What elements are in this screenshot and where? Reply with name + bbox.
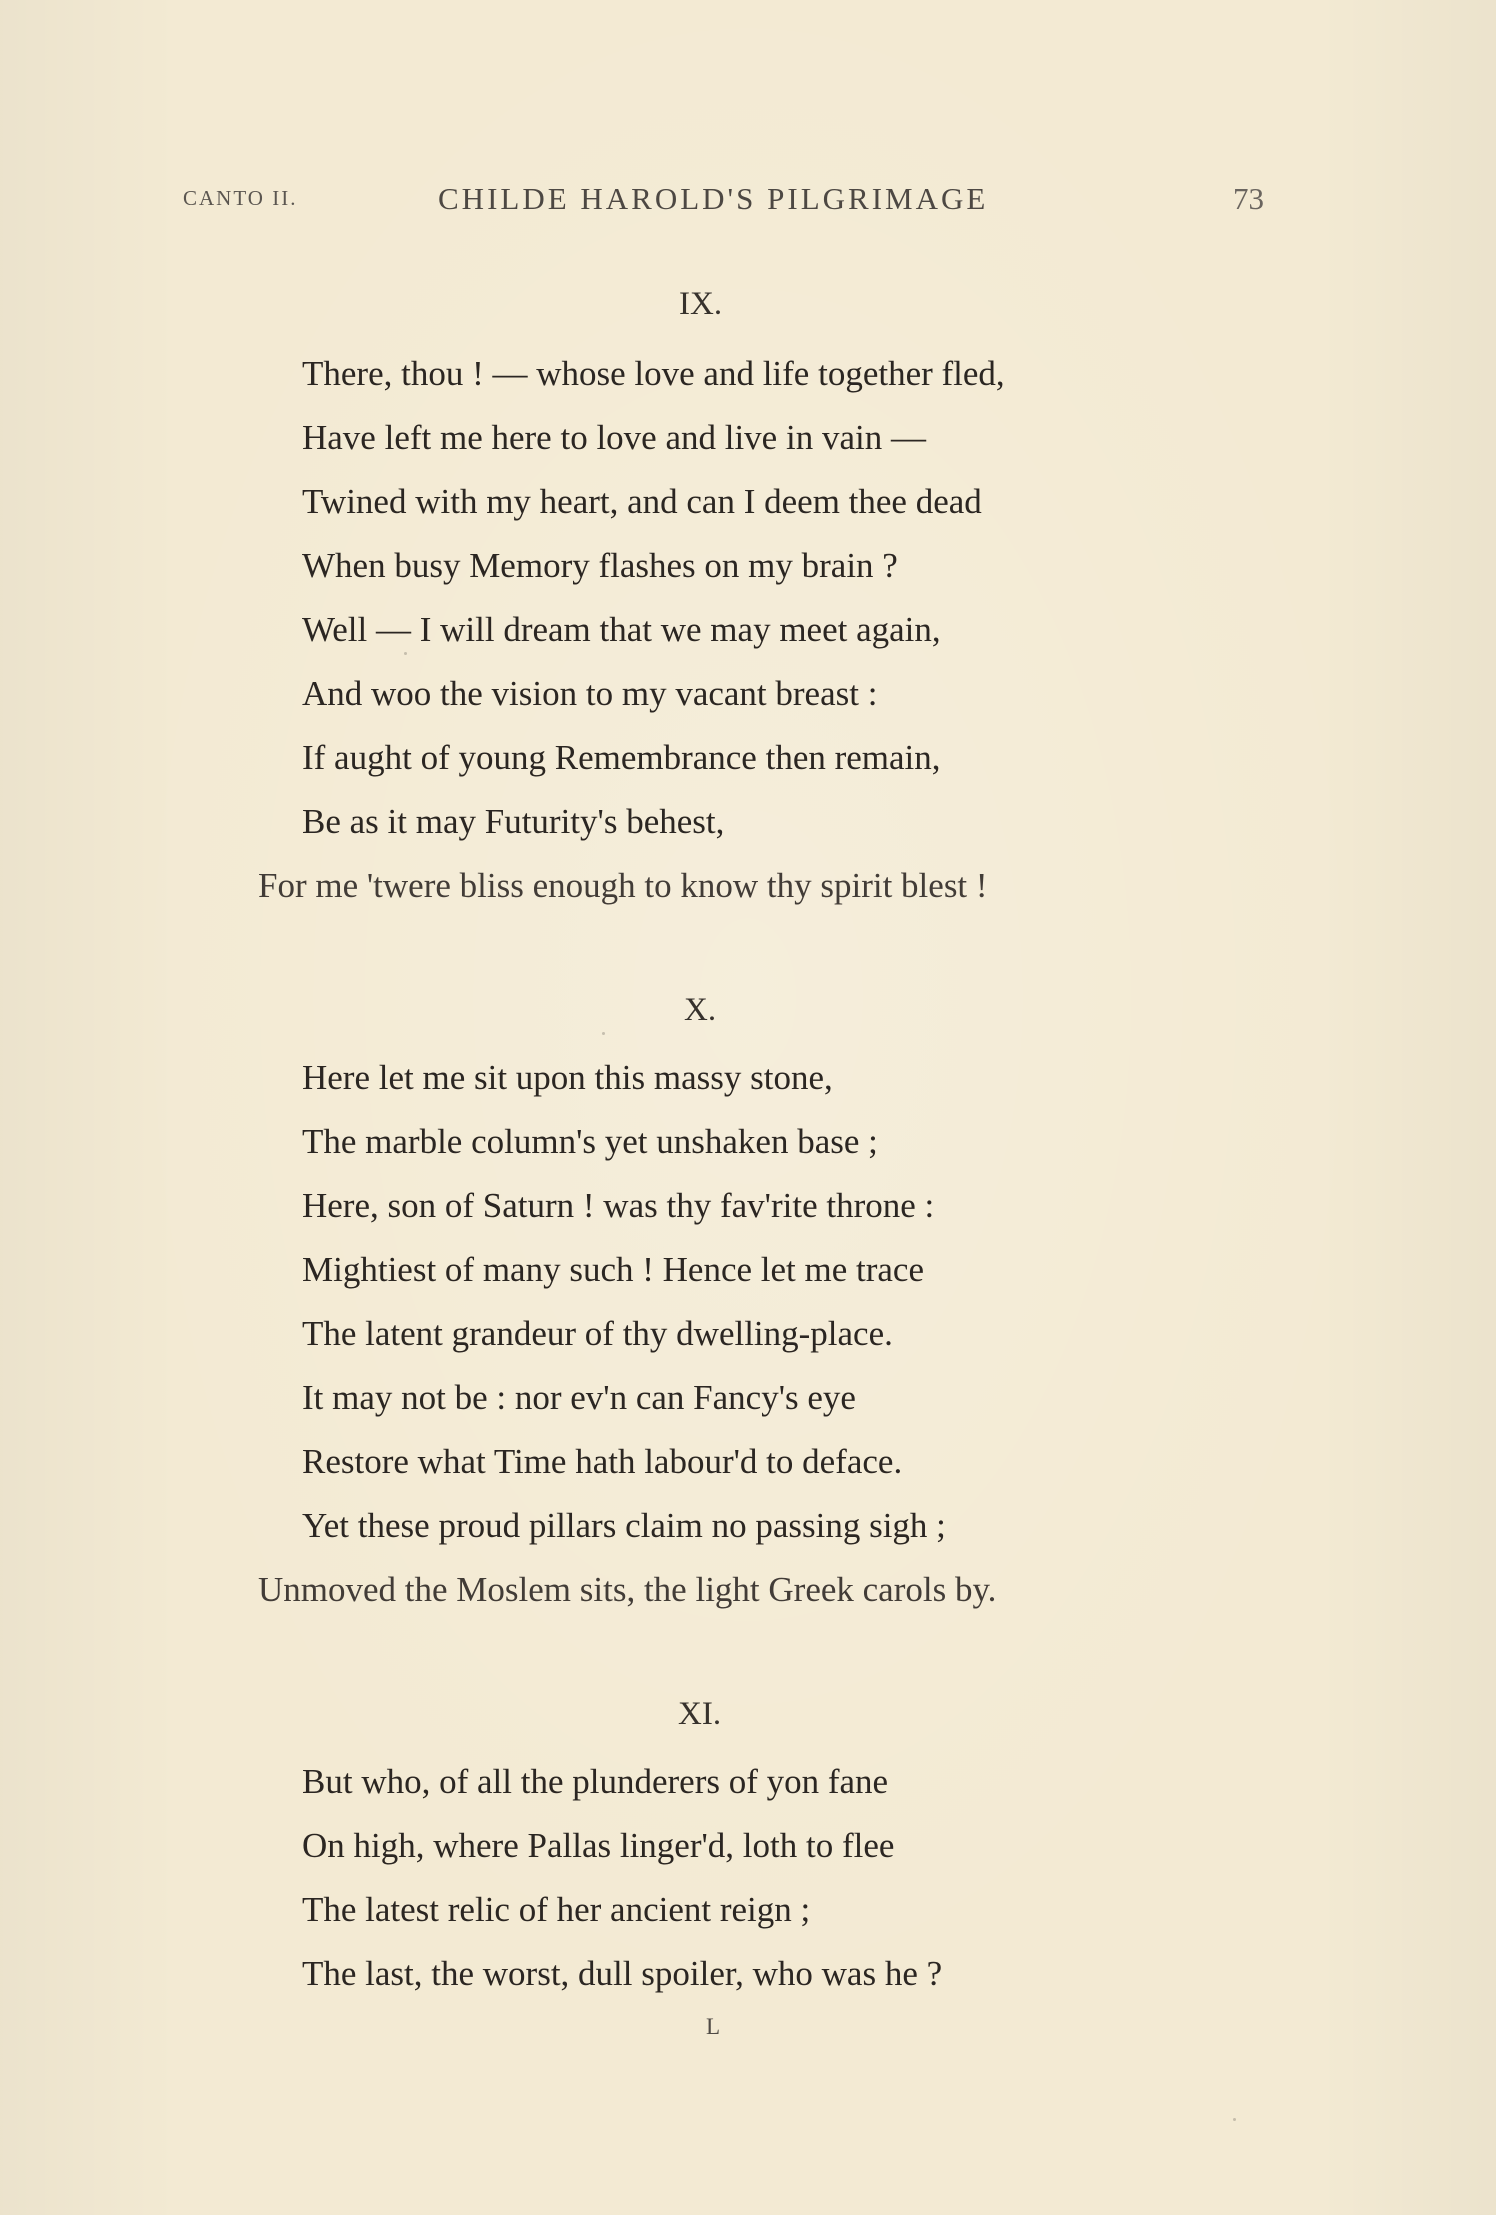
poem-line: Be as it may Futurity's behest,	[302, 802, 725, 841]
poem-line: On high, where Pallas linger'd, loth to flee	[302, 1826, 895, 1865]
poem-line: Well — I will dream that we may meet again,	[302, 610, 941, 649]
poem-line: Mightiest of many such ! Hence let me trace	[302, 1250, 925, 1289]
poem-line: Have left me here to love and live in vain —	[302, 418, 926, 457]
poem-line: There, thou ! — whose love and life together fled,	[302, 354, 1005, 393]
poem-line: The last, the worst, dull spoiler, who was he ?	[302, 1954, 943, 1993]
poem-line: The latent grandeur of thy dwelling-place.	[302, 1314, 893, 1353]
book-title: CHILDE HAROLD'S PILGRIMAGE	[438, 181, 989, 216]
poem-line: Here let me sit upon this massy stone,	[302, 1058, 833, 1097]
signature-mark: L	[706, 2014, 721, 2039]
poem-line: Twined with my heart, and can I deem thee dead	[302, 482, 982, 521]
poem-line: Yet these proud pillars claim no passing sigh ;	[302, 1506, 946, 1545]
poem-line: Unmoved the Moslem sits, the light Greek carols by.	[258, 1570, 997, 1609]
poem-line: For me 'twere bliss enough to know thy spirit blest !	[258, 866, 988, 905]
print-speck	[1233, 2118, 1236, 2121]
poem-line: When busy Memory flashes on my brain ?	[302, 546, 898, 585]
poem-line: And woo the vision to my vacant breast :	[302, 674, 878, 713]
stanza-number: X.	[684, 992, 717, 1028]
poem-line: The marble column's yet unshaken base ;	[302, 1122, 878, 1161]
stanza-number: XI.	[678, 1696, 722, 1732]
page-number: 73	[1233, 181, 1264, 216]
running-header	[0, 181, 1496, 226]
stanza-number: IX.	[679, 286, 723, 322]
poem-line: Here, son of Saturn ! was thy fav'rite throne :	[302, 1186, 935, 1225]
poem-line: But who, of all the plunderers of yon fane	[302, 1762, 889, 1801]
poem-line: Restore what Time hath labour'd to deface.	[302, 1442, 903, 1481]
poem-line: It may not be : nor ev'n can Fancy's eye	[302, 1378, 856, 1417]
print-speck	[602, 1032, 605, 1035]
print-speck	[404, 652, 407, 655]
canto-label: CANTO II.	[183, 186, 298, 210]
poem-line: The latest relic of her ancient reign ;	[302, 1890, 811, 1929]
poem-line: If aught of young Remembrance then remain,	[302, 738, 941, 777]
